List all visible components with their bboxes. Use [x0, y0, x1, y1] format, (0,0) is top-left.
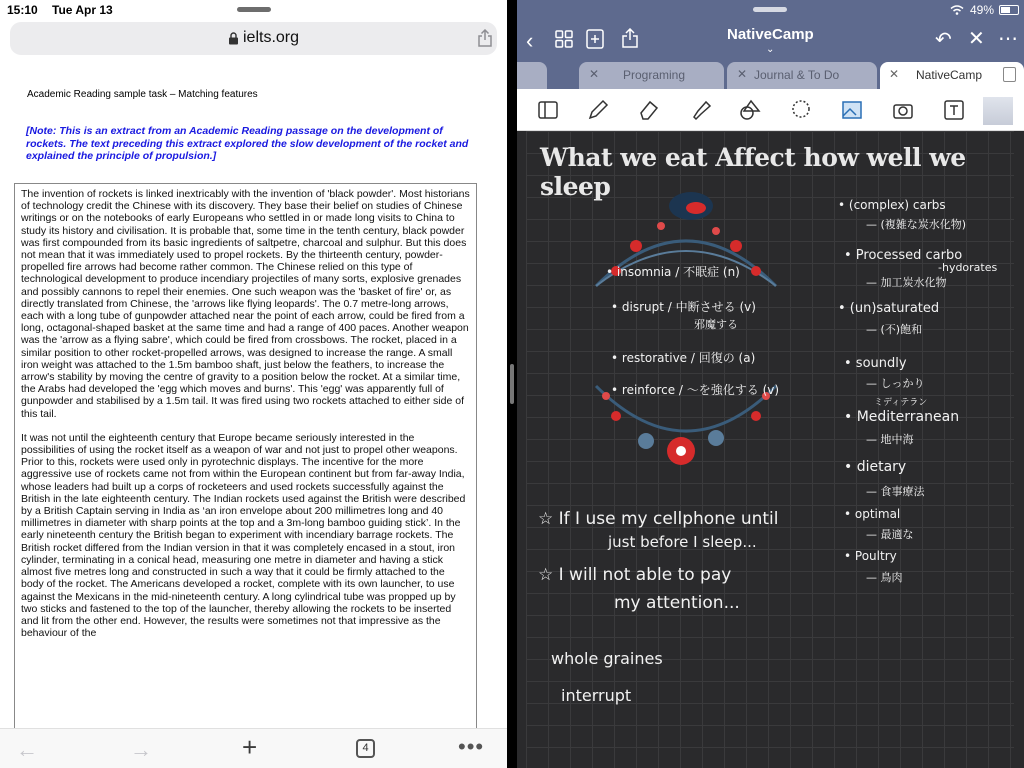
split-view-divider[interactable] — [507, 0, 517, 768]
tab-label: Journal & To Do — [754, 68, 840, 82]
vocab-mediterranean-reading: ミディテラン — [874, 398, 928, 408]
passage-paragraph: It was not until the eighteenth century that Europe became seriously interested in the possibilities of using the rocket itself as a weapon of war and not just to propel other weapons. Prior to this, rockets were used only in pyrotechnic displays. The incentive for the more aggressive use of rockets came not from within the European continent but from far-away India, whose leaders had built up a corps of rocketeers and used rockets successfully against the British in the late eighteenth century. The Indian rockets used against the British were described by a British Captain serving in India as ‘an iron envelope about 200 millimetres long and 40 millimetres in diameter with sharp points at the top and a 3m-long bamboo guiding stick’. In the early nineteenth century the British began to experiment with incendiary barrage rockets. The British rocket differed from the Indian version in that it was completely encased in a stout, iron cylinder, terminating in a conical head, measuring one metre in diameter and having a stick almost five metres long and constructed in such a way that it could be firmly attached to the body of the rocket. The Americans developed a rocket, complete with its own launcher, to use against the Mexicans in the mid-nineteenth century. A long cylindrical tube was propped up by two sticks and fastened to the top of the launcher, thereby allowing the rockets to be inserted and lit from the other end. However, the results were sometimes not that impressive as the behaviour of the — [21, 431, 466, 640]
page-heading: Academic Reading sample task – Matching features — [27, 89, 258, 100]
tab-programing[interactable] — [579, 62, 724, 89]
sentence-1-cont: just before I sleep... — [608, 533, 757, 551]
vocab-poultry-jp: — 鳥肉 — [866, 571, 903, 584]
close-tab-icon[interactable]: ✕ — [889, 67, 900, 81]
browser-pane — [0, 0, 507, 768]
share-icon[interactable] — [477, 29, 493, 47]
add-page-icon[interactable] — [586, 29, 604, 49]
lasso-icon[interactable] — [790, 99, 812, 121]
more-icon[interactable]: ⋯ — [998, 28, 1018, 50]
tab-nativecamp[interactable] — [880, 62, 1024, 89]
vocab-processed: • Processed carbo — [844, 248, 963, 263]
highlighter-icon[interactable] — [690, 99, 712, 121]
eraser-icon[interactable] — [638, 99, 660, 121]
chevron-down-icon[interactable]: ⌄ — [766, 44, 775, 55]
vocab-carbs-jp: — (複雑な炭水化物) — [866, 218, 967, 231]
camera-icon[interactable] — [892, 99, 914, 121]
battery-icon — [999, 5, 1019, 15]
tabs-button[interactable]: 4 — [356, 739, 375, 758]
vocab-optimal: • optimal — [844, 507, 901, 521]
color-swatch[interactable] — [983, 97, 1013, 125]
vocab-optimal-jp: — 最適な — [866, 528, 914, 541]
forward-button[interactable]: → — [130, 737, 152, 762]
vocab-disrupt: • disrupt / 中断させる (v) — [611, 300, 756, 314]
word-interrupt: interrupt — [561, 686, 632, 705]
passage-paragraph: The invention of rockets is linked inextricably with the invention of 'black powder'. Most historians of technology credit the Chinese with its discovery. They base their belief on studies of Chinese writings or on the notebooks of early Europeans who settled in or made long visits to China to study its history and civilisation. It is probable that, some time in the tenth century, black powder was first compounded from its basic ingredients of saltpetre, charcoal and sulphur. But this does not mean that it was immediately used to propel rockets. By the thirteenth century, powder-propelled fire arrows had become rather common. The Chinese relied on this type of technological development to produce incendiary projectiles of many sorts, explosive grenades and possibly cannons to repel their enemies. One such weapon was the 'basket of fire' or, as directly translated from Chinese, the 'arrows like flying leopards'. The 0.7 metre-long arrows, each with a long tube of gunpowder attached near the point of each arrow, could be fired from a long, octagonal-shaped basket at the same time and had a range of 400 paces. Another weapon was the 'arrow as a flying sabre', which could be fired from crossbows. The rocket, placed in a similar position to other rocket-propelled arrows, was designed to increase the range. A small iron weight was attached to the 1.5m bamboo shaft, just below the feathers, to increase the arrow's stability by moving the centre of gravity to a position below the rocket. At a similar time, the Arabs had developed the 'egg which moves and burns'. This 'egg' was apparently full of gunpowder and stabilised by a 1.5m tail. It was fired using two rockets attached to either side of this tail. — [21, 188, 470, 420]
close-icon[interactable]: ✕ — [968, 28, 985, 50]
vocab-dietary: • dietary — [844, 459, 907, 475]
vocab-saturated-jp: — (不)飽和 — [866, 323, 923, 336]
vocab-processed-jp: — 加工炭水化物 — [866, 276, 947, 289]
page-content — [0, 62, 507, 734]
editor-note: [Note: This is an extract from an Academic Reading passage on the development of rockets. The text preceding this extract explored the slow development of the rocket and explained the principle of propulsion.] — [26, 125, 469, 163]
vocab-disrupt-jp: 邪魔する — [694, 318, 738, 331]
note-canvas[interactable] — [526, 131, 1014, 768]
wifi-icon — [950, 5, 964, 15]
sentence-2-cont: my attention... — [614, 593, 740, 613]
drawing-toolbar — [517, 89, 1024, 131]
browser-toolbar — [0, 728, 507, 768]
split-icon[interactable] — [1003, 67, 1016, 82]
vocab-restorative: • restorative / 回復の (a) — [611, 351, 756, 365]
vocab-insomnia: • insomnia / 不眠症 (n) — [606, 265, 740, 279]
pen-icon[interactable] — [587, 99, 609, 121]
vocab-processed-cont: -hydorates — [938, 261, 998, 274]
more-button[interactable]: ••• — [458, 734, 485, 759]
tab-label: NativeCamp — [916, 68, 983, 82]
shapes-icon[interactable] — [739, 99, 761, 121]
image-icon[interactable] — [841, 99, 863, 121]
vocab-soundly: • soundly — [844, 356, 907, 371]
note-title: What we eat Affect how well we sleep — [540, 143, 966, 201]
new-tab-button[interactable]: + — [242, 732, 258, 762]
vocab-carbs: • (complex) carbs — [838, 198, 946, 212]
tab-label: Programing — [623, 68, 686, 82]
sentence-2: ☆ I will not able to pay — [538, 565, 732, 585]
close-tab-icon[interactable]: ✕ — [737, 67, 748, 81]
vocab-mediterranean-jp: — 地中海 — [866, 433, 914, 446]
close-tab-icon[interactable]: ✕ — [589, 67, 600, 81]
back-button[interactable]: ← — [16, 737, 38, 762]
battery-percent: 49% — [969, 3, 994, 17]
divider-handle[interactable] — [510, 364, 514, 404]
notebook-title[interactable]: NativeCamp — [727, 26, 814, 43]
address-url: ielts.org — [243, 29, 300, 46]
floral-wreath-image — [576, 176, 796, 466]
lock-icon — [228, 32, 239, 45]
undo-icon[interactable]: ↶ — [935, 29, 952, 51]
multitasking-grabber[interactable] — [237, 7, 271, 12]
sentence-1: ☆ If I use my cellphone until — [538, 509, 779, 529]
vocab-poultry: • Poultry — [844, 549, 897, 563]
grid-icon[interactable] — [555, 30, 573, 48]
address-bar[interactable] — [10, 22, 497, 55]
tab-partial[interactable] — [517, 62, 547, 89]
vocab-dietary-jp: — 食事療法 — [866, 485, 925, 498]
multitasking-grabber[interactable] — [753, 7, 787, 12]
share-icon[interactable] — [621, 28, 639, 48]
vocab-saturated: • (un)saturated — [838, 301, 940, 316]
back-chevron-icon[interactable]: ‹ — [526, 28, 534, 53]
tab-journal[interactable] — [727, 62, 877, 89]
status-date: Tue Apr 13 — [52, 3, 113, 17]
vocab-soundly-jp: — しっかり — [866, 377, 925, 390]
notes-pane — [517, 0, 1024, 768]
vocab-mediterranean: • Mediterranean — [844, 409, 960, 425]
vocab-reinforce: • reinforce / 〜を強化する (v) — [611, 383, 780, 397]
reading-passage — [14, 183, 477, 734]
layout-icon[interactable] — [537, 99, 559, 121]
status-time: 15:10 — [7, 3, 38, 17]
text-icon[interactable] — [943, 99, 965, 121]
word-whole-grains: whole graines — [551, 649, 663, 668]
